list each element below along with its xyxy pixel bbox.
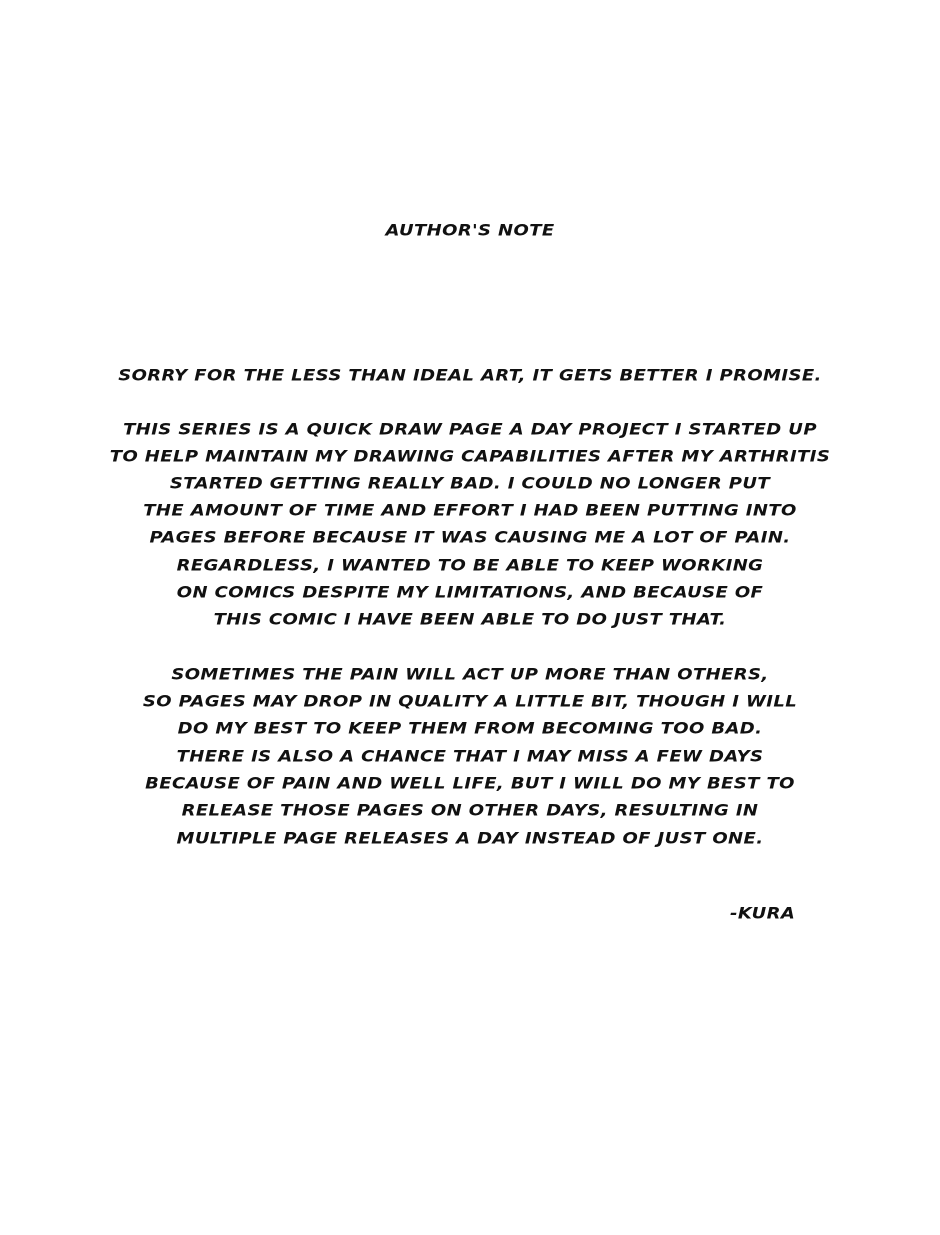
paragraph-3-line-4: THERE IS ALSO A CHANCE THAT I MAY MISS A FEW DAYS bbox=[176, 747, 764, 766]
paragraph-2-line-7: ON COMICS DESPITE MY LIMITATIONS, AND BECAUSE OF bbox=[176, 583, 764, 602]
page-title: AUTHOR'S NOTE bbox=[385, 221, 555, 240]
paragraph-2-line-4: THE AMOUNT OF TIME AND EFFORT I HAD BEEN PUTTING INTO bbox=[143, 501, 797, 520]
paragraph-2-line-8: THIS COMIC I HAVE BEEN ABLE TO DO JUST THAT. bbox=[213, 610, 727, 629]
paragraph-3-line-2: SO PAGES MAY DROP IN QUALITY A LITTLE BIT, THOUGH I WILL bbox=[142, 692, 798, 711]
paragraph-3-line-7: MULTIPLE PAGE RELEASES A DAY INSTEAD OF JUST ONE. bbox=[176, 829, 764, 848]
paragraph-1-line-1: SORRY FOR THE LESS THAN IDEAL ART, IT GETS BETTER I PROMISE. bbox=[118, 366, 822, 385]
paragraph-2-line-6: REGARDLESS, I WANTED TO BE ABLE TO KEEP WORKING bbox=[176, 556, 764, 575]
paragraph-3-line-5: BECAUSE OF PAIN AND WELL LIFE, BUT I WILL DO MY BEST TO bbox=[145, 774, 795, 793]
paragraph-2-line-1: THIS SERIES IS A QUICK DRAW PAGE A DAY PROJECT I STARTED UP bbox=[123, 420, 817, 439]
paragraph-3-line-1: SOMETIMES THE PAIN WILL ACT UP MORE THAN OTHERS, bbox=[171, 665, 769, 684]
paragraph-3-line-3: DO MY BEST TO KEEP THEM FROM BECOMING TOO BAD. bbox=[177, 719, 763, 738]
paragraph-2-line-3: STARTED GETTING REALLY BAD. I COULD NO LONGER PUT bbox=[169, 474, 771, 493]
paragraph-3-line-6: RELEASE THOSE PAGES ON OTHER DAYS, RESULTING IN bbox=[181, 801, 759, 820]
author-signature: -KURA bbox=[730, 904, 796, 923]
paragraph-2-line-5: PAGES BEFORE BECAUSE IT WAS CAUSING ME A LOT OF PAIN. bbox=[149, 528, 791, 547]
paragraph-2-line-2: TO HELP MAINTAIN MY DRAWING CAPABILITIES AFTER MY ARTHRITIS bbox=[109, 447, 831, 466]
